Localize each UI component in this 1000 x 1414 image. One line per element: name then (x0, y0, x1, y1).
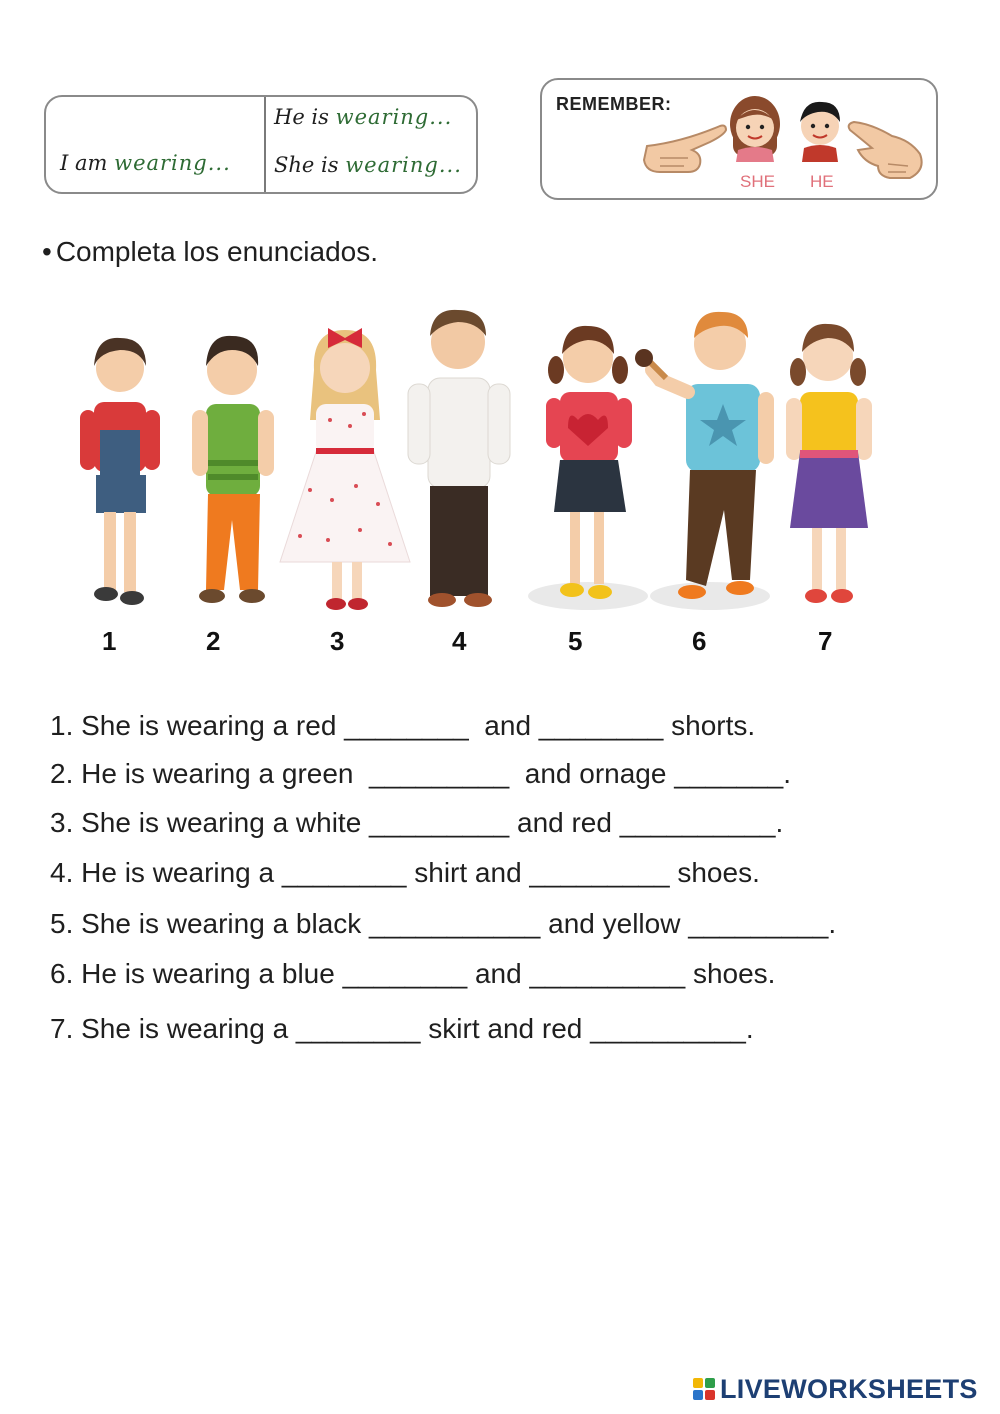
sentence-2 (50, 758, 791, 790)
sentence-3-text: 3. She is wearing a white _________ and red __________. (50, 807, 784, 838)
sentence-4 (50, 857, 760, 889)
remember-title: REMEMBER: (556, 94, 672, 114)
wearing-phrases-box (44, 95, 478, 194)
figure-7-girl (786, 324, 872, 603)
remember-box (540, 78, 938, 200)
footer-brand-text: LIVEWORKSHEETS (720, 1373, 978, 1404)
sentence-7-text: 7. She is wearing a ________ skirt and red __________. (50, 1013, 754, 1044)
she-is-prefix: She is (274, 153, 339, 177)
figure-2-boy (192, 336, 274, 603)
he-label: HE (810, 172, 834, 191)
boy-face-icon (800, 102, 840, 162)
box-divider (264, 97, 266, 192)
figure-3-girl (280, 328, 410, 610)
figure-6-boy (635, 312, 774, 610)
girl-face-icon (730, 96, 780, 162)
pointing-hand-left-icon (849, 122, 922, 178)
sentence-5 (50, 908, 836, 940)
figure-1-girl (80, 338, 160, 605)
remember-illustration (542, 80, 936, 198)
sentence-6 (50, 958, 775, 990)
sentence-7 (50, 1013, 754, 1045)
she-is-wearing-text (274, 153, 462, 177)
instruction-text (42, 236, 378, 268)
he-is-word: wearing... (335, 105, 453, 129)
figure-number-1: 1 (102, 626, 117, 656)
figure-5-girl (528, 326, 648, 610)
sentence-2-text: 2. He is wearing a green _________ and ornage _______. (50, 758, 792, 789)
figure-number-7: 7 (818, 626, 833, 656)
he-is-wearing-text (274, 105, 452, 129)
sentence-1-text: 1. She is wearing a red ________ and ________ shorts. (50, 710, 756, 741)
figure-number-5: 5 (568, 626, 583, 656)
liveworksheets-logo-icon (692, 1377, 716, 1401)
sentence-5-text: 5. She is wearing a black ___________ and yellow _________. (50, 908, 837, 939)
sentence-4-text: 4. He is wearing a ________ shirt and _________ shoes. (50, 857, 760, 888)
footer-brand (692, 1374, 978, 1404)
figure-number-3: 3 (330, 626, 345, 656)
i-am-wearing-text (60, 151, 231, 175)
figure-number-4: 4 (452, 626, 467, 656)
she-label: SHE (740, 172, 775, 191)
he-is-prefix: He is (274, 105, 329, 129)
children-illustration (60, 300, 920, 640)
i-am-prefix: I am (60, 151, 108, 175)
figure-number-6: 6 (692, 626, 707, 656)
sentence-3 (50, 807, 783, 839)
figure-number-2: 2 (206, 626, 221, 656)
pointing-hand-right-icon (644, 126, 726, 173)
sentence-1 (50, 710, 755, 742)
i-am-word: wearing... (114, 151, 231, 175)
figure-4-man (408, 310, 510, 607)
sentence-6-text: 6. He is wearing a blue ________ and __________ shoes. (50, 958, 776, 989)
she-is-word: wearing... (345, 153, 462, 177)
instruction-bullet: • (42, 236, 52, 267)
instruction-label: Completa los enunciados. (55, 236, 379, 267)
